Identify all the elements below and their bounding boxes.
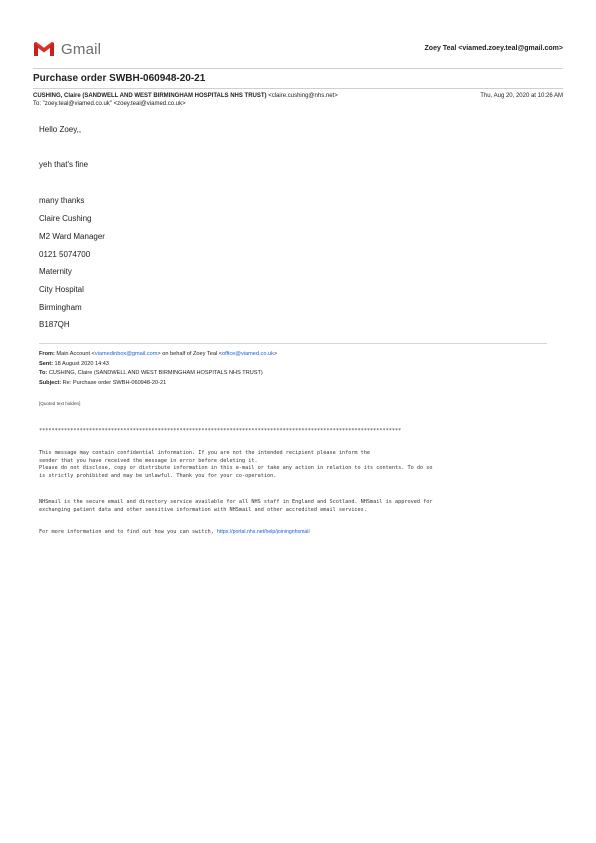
header-divider (33, 68, 563, 69)
quoted-subject-label: Subject: (39, 380, 62, 386)
gmail-m-icon (33, 41, 55, 57)
signature-phone: 0121 5074700 (39, 250, 91, 259)
quoted-text-hidden-toggle[interactable]: [Quoted text hidden] (39, 401, 81, 406)
gmail-logo (33, 40, 101, 58)
signature-name: Claire Cushing (39, 214, 92, 223)
sender-name: CUSHING, Claire (SANDWELL AND WEST BIRMINGHAM HOSPITALS NHS TRUST) (33, 93, 267, 99)
email-subject: Purchase order SWBH-060948-20-21 (33, 73, 206, 84)
quoted-from-text: Main Account < (56, 351, 95, 357)
signature-dept: Maternity (39, 267, 72, 276)
quoted-divider (39, 343, 547, 344)
disclaimer-stars: ******************************************************************************************************************** (39, 428, 402, 434)
account-label: Zoey Teal <viamed.zoey.teal@gmail.com> (424, 45, 563, 52)
signature-postcode: B187QH (39, 320, 70, 329)
quoted-subject (39, 380, 166, 386)
quoted-from-text-2: > on behalf of Zoey Teal < (157, 351, 222, 357)
quoted-to-value: CUSHING, Claire (SANDWELL AND WEST BIRMINGHAM HOSPITALS NHS TRUST) (48, 370, 263, 376)
quoted-sent (39, 361, 109, 367)
signature-title: M2 Ward Manager (39, 232, 105, 241)
sender-email: <claire.cushing@nhs.net> (268, 93, 338, 99)
disclaimer-more-info-text: For more information and to find out how you can switch, (39, 529, 218, 535)
signature-hospital: City Hospital (39, 285, 84, 294)
quoted-from-link-2[interactable]: office@viamed.co.uk (222, 351, 274, 357)
disclaimer-confidential: This message may contain confidential information. If you are not the intended recipient please inform the sender that you have received the message in error before deleting it. Please do not disclose, copy or distribute information in this e-mail or take any action in relation to its contents. To do so is strictly prohibited and may be unlawful. Thank you for your co-operation. (39, 450, 433, 479)
quoted-to (39, 370, 263, 376)
disclaimer-more-info (39, 529, 310, 537)
gmail-logo-text: Gmail (61, 40, 102, 58)
nhsmail-joining-link[interactable]: https://portal.nhs.net/help/joiningnhsmail (217, 529, 310, 535)
quoted-from-text-3: > (273, 351, 278, 357)
email-date: Thu, Aug 20, 2020 at 10:26 AM (480, 93, 563, 99)
quoted-sent-label: Sent: (39, 361, 53, 367)
quoted-from-label: From: (39, 351, 55, 357)
sender-line (33, 93, 338, 99)
signature-city: Birmingham (39, 303, 82, 312)
body-message: yeh that's fine (39, 160, 89, 169)
quoted-sent-value: 18 August 2020 14:43 (54, 361, 109, 367)
disclaimer-nhsmail: NHSmail is the secure email and directory service available for all NHS staff in England and Scotland. NHSmail is approved for exchanging patient data and other sensitive information with NHSmail and other accredited email services. (39, 499, 433, 513)
subject-divider (33, 88, 563, 89)
quoted-to-label: To: (39, 370, 48, 376)
body-greeting: Hello Zoey,, (39, 125, 82, 134)
body-signoff: many thanks (39, 196, 85, 205)
quoted-from (39, 351, 277, 357)
quoted-subject-value: Re: Purchase order SWBH-060948-20-21 (62, 380, 167, 386)
recipient-line: To: "zoey.teal@viamed.co.uk" <zoey.teal@viamed.co.uk> (33, 101, 186, 107)
quoted-from-link-1[interactable]: viamedinbox@gmail.com (94, 351, 158, 357)
